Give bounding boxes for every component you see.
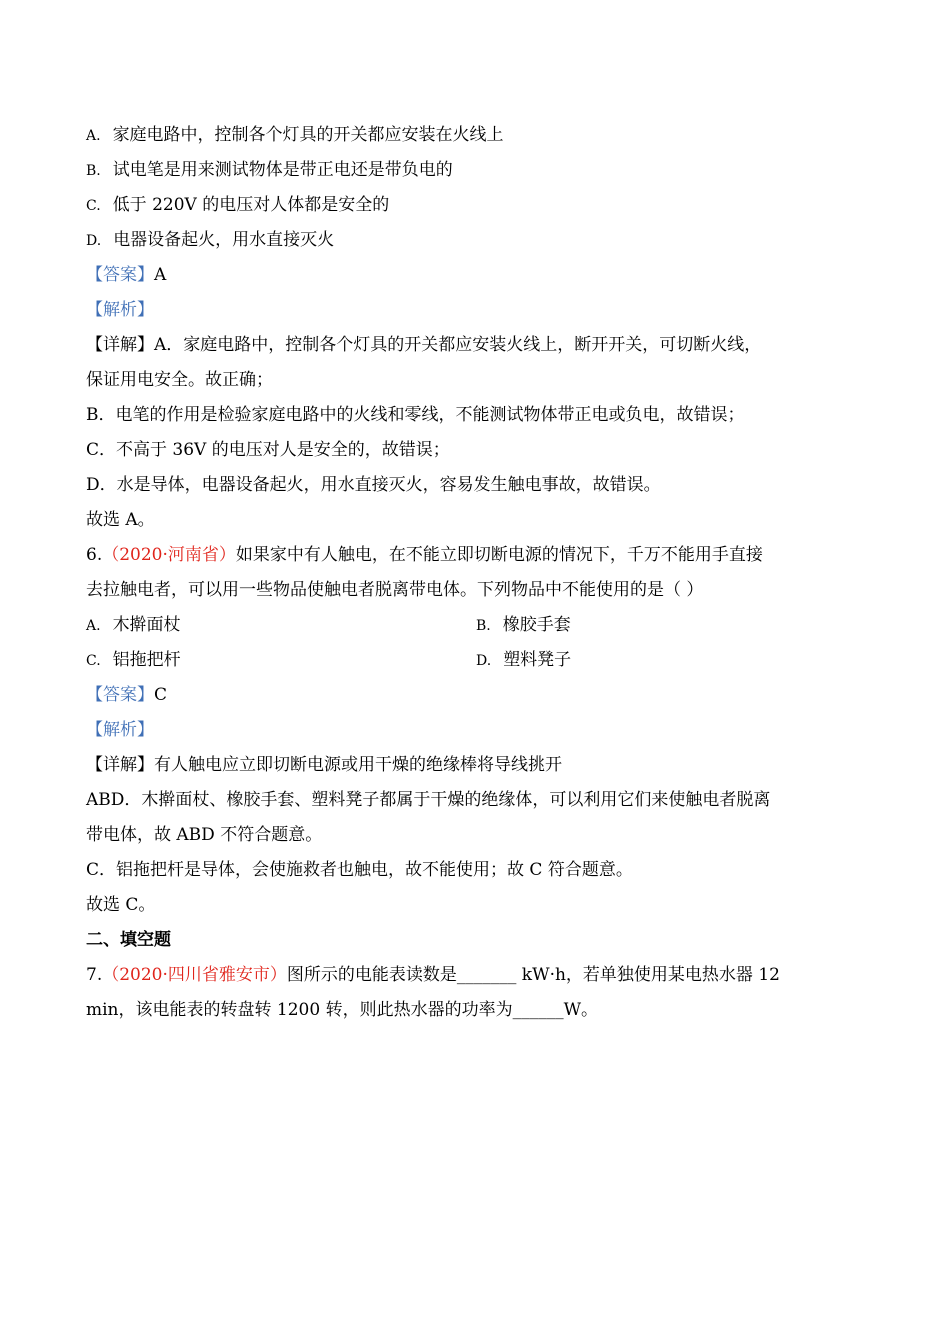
option-letter: A. — [86, 128, 101, 144]
answer-value: C — [154, 685, 168, 705]
q5-detail-line: C．不高于 36V 的电压对人是安全的，故错误； — [86, 440, 450, 460]
question-text: 图所示的电能表读数是_______ kW·h，若单独使用某电热水器 12 — [286, 965, 780, 985]
option-text: 试电笔是用来测试物体是带正电还是带负电的 — [112, 160, 453, 180]
q6-option-b — [476, 608, 866, 643]
q6-analysis-label: 【解析】 — [86, 720, 154, 740]
option-text: 电器设备起火，用水直接灭火 — [113, 230, 335, 250]
q5-detail-line: 保证用电安全。故正确； — [86, 370, 273, 390]
option-letter: B. — [86, 163, 101, 179]
q5-detail-line: D．水是导体，电器设备起火，用水直接灭火，容易发生触电事故，故错误。 — [86, 475, 661, 495]
q6-detail-line: C．铝拖把杆是导体，会使施救者也触电，故不能使用；故 C 符合题意。 — [86, 860, 633, 880]
q6-options-row1 — [86, 608, 866, 643]
question-source: （2020·四川省雅安市） — [102, 965, 287, 985]
document-page — [86, 118, 866, 1028]
detail-text: A．家庭电路中，控制各个灯具的开关都应安装火线上，断开开关，可切断火线， — [154, 335, 762, 355]
answer-value: A — [154, 265, 167, 285]
q7-stem-line2: min，该电能表的转盘转 1200 转，则此热水器的功率为______W。 — [86, 1000, 599, 1020]
option-text: 低于 220V 的电压对人体都是安全的 — [112, 195, 390, 215]
option-letter: D. — [476, 653, 492, 669]
option-letter: C. — [86, 653, 101, 669]
q6-option-d — [476, 643, 866, 678]
q5-option-d — [86, 223, 866, 258]
q6-detail-line: ABD．木擀面杖、橡胶手套、塑料凳子都属于干燥的绝缘体，可以利用它们来使触电者脱离 — [86, 790, 771, 810]
option-letter: A. — [86, 618, 101, 634]
option-text: 木擀面杖 — [112, 615, 181, 635]
q5-option-b — [86, 153, 866, 188]
q5-answer — [86, 258, 866, 293]
question-text: 如果家中有人触电，在不能立即切断电源的情况下，千万不能用手直接 — [235, 545, 763, 565]
q5-option-a — [86, 118, 866, 153]
option-letter: B. — [476, 618, 491, 634]
question-number: 6. — [86, 545, 103, 565]
q6-options-row2 — [86, 643, 866, 678]
option-text: 塑料凳子 — [503, 650, 572, 670]
question-source: （2020·河南省） — [102, 545, 236, 565]
q6-stem-line1 — [86, 538, 866, 573]
detail-prefix: 【详解】 — [86, 335, 154, 355]
option-text: 橡胶手套 — [502, 615, 571, 635]
option-text: 铝拖把杆 — [112, 650, 181, 670]
q5-detail-line: B．电笔的作用是检验家庭电路中的火线和零线，不能测试物体带正电或负电，故错误； — [86, 405, 745, 425]
q6-stem-line2: 去拉触电者，可以用一些物品使触电者脱离带电体。下列物品中不能使用的是（ ） — [86, 580, 704, 600]
q6-detail-line: 故选 C。 — [86, 895, 156, 915]
q5-analysis-label: 【解析】 — [86, 300, 154, 320]
q7-stem-line1 — [86, 958, 866, 993]
detail-prefix: 【详解】 — [86, 755, 154, 775]
q6-option-c — [86, 643, 476, 678]
question-number: 7. — [86, 965, 103, 985]
q5-detail-line: 故选 A。 — [86, 510, 155, 530]
detail-text: 有人触电应立即切断电源或用干燥的绝缘棒将导线挑开 — [154, 755, 562, 775]
answer-label: 【答案】 — [86, 685, 154, 705]
q6-answer — [86, 678, 866, 713]
option-letter: C. — [86, 198, 101, 214]
option-text: 家庭电路中，控制各个灯具的开关都应安装在火线上 — [112, 125, 504, 145]
option-letter: D. — [86, 233, 102, 249]
q5-option-c — [86, 188, 866, 223]
q6-detail-line: 带电体，故 ABD 不符合题意。 — [86, 825, 323, 845]
section-title: 二、填空题 — [86, 930, 171, 950]
q6-option-a — [86, 608, 476, 643]
q5-detail-line — [86, 328, 866, 363]
q6-detail-line — [86, 748, 866, 783]
answer-label: 【答案】 — [86, 265, 154, 285]
